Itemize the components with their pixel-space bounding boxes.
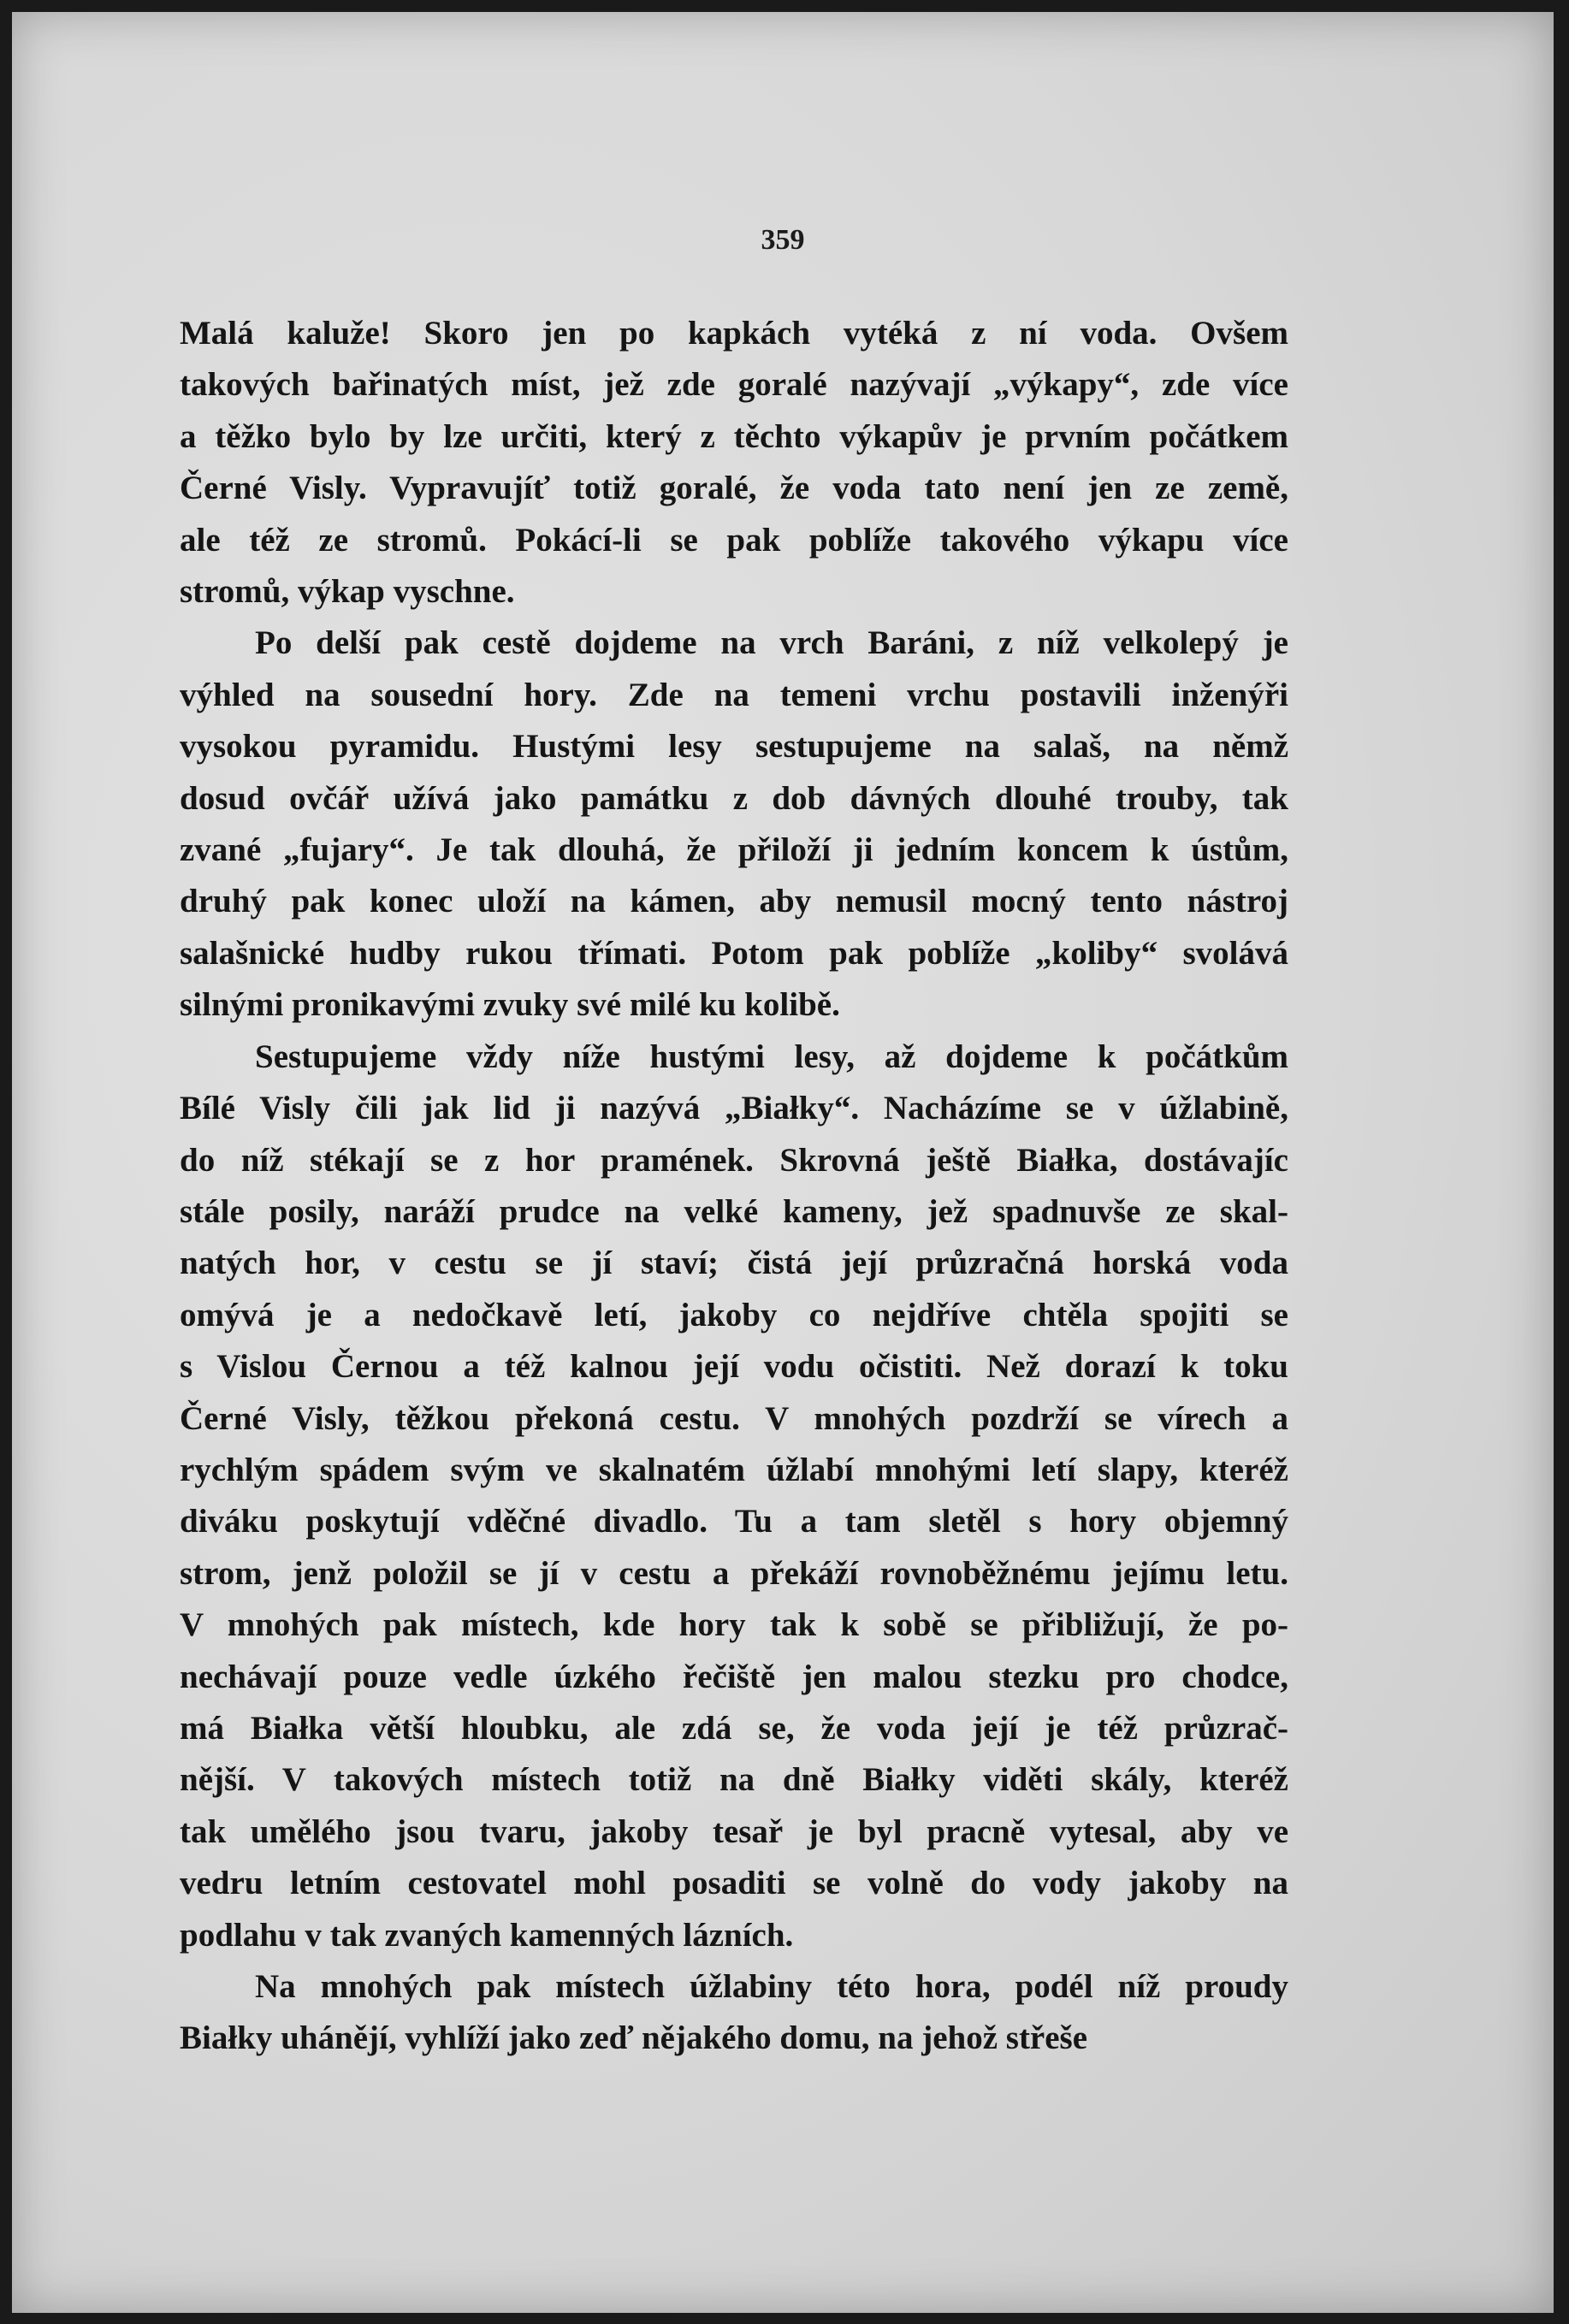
- text-line: vedru letním cestovatel mohl posaditi se volně do vody jakoby na: [180, 1865, 1288, 1902]
- text-line: dosud ovčář užívá jako památku z dob dávných dlouhé trouby, tak: [180, 779, 1288, 817]
- text-line: má Białka větší hloubku, ale zdá se, že voda její je též průzrač-: [180, 1709, 1288, 1747]
- text-line: do níž stékají se z hor pramének. Skrovná ještě Białka, dostávajíc: [180, 1141, 1288, 1179]
- text-line: takových bařinatých míst, jež zde goralé nazývají „výkapy“, zde více: [180, 366, 1288, 404]
- page-number: 359: [761, 224, 805, 256]
- text-line: druhý pak konec uloží na kámen, aby nemusil mocný tento nástroj: [180, 883, 1288, 920]
- text-line: Po delší pak cestě dojdeme na vrch Baráni, z níž velkolepý je: [255, 624, 1288, 662]
- text-line: Černé Visly. Vypravujíť totiž goralé, že voda tato není jen ze země,: [180, 470, 1288, 507]
- text-line: stromů, výkap vyschne.: [180, 573, 515, 611]
- text-line: strom, jenž položil se jí v cestu a překáží rovnoběžnému jejímu letu.: [180, 1554, 1288, 1592]
- paragraph: [180, 1032, 1288, 1961]
- text-line: rychlým spádem svým ve skalnatém úžlabí mnohými letí slapy, kteréž: [180, 1451, 1288, 1488]
- text-line: podlahu v tak zvaných kamenných lázních.: [180, 1916, 794, 1954]
- text-line: salašnické hudby rukou třímati. Potom pak poblíže „koliby“ svolává: [180, 934, 1288, 972]
- text-line: vysokou pyramidu. Hustými lesy sestupujeme na salaš, na němž: [180, 728, 1288, 766]
- paragraph: [180, 618, 1288, 1031]
- text-line: Na mnohých pak místech úžlabiny této hora, podél níž proudy: [255, 1968, 1288, 2005]
- text-line: výhled na sousední hory. Zde na temeni vrchu postavili inženýři: [180, 676, 1288, 713]
- text-line: nechávají pouze vedle úzkého řečiště jen malou stezku pro chodce,: [180, 1658, 1288, 1695]
- text-line: s Vislou Černou a též kalnou její vodu očistiti. Než dorazí k toku: [180, 1348, 1288, 1386]
- text-line: Białky uhánějí, vyhlíží jako zeď nějakého domu, na jehož střeše: [180, 2019, 1088, 2057]
- text-line: ale též ze stromů. Pokácí-li se pak poblíže takového výkapu více: [180, 521, 1288, 559]
- paragraph: [180, 308, 1288, 618]
- text-line: natých hor, v cestu se jí staví; čistá její průzračná horská voda: [180, 1245, 1288, 1282]
- text-line: Černé Visly, těžkou překoná cestu. V mnohých pozdrží se vírech a: [180, 1399, 1288, 1437]
- text-line: omývá je a nedočkavě letí, jakoby co nejdříve chtěla spojiti se: [180, 1296, 1288, 1333]
- text-line: stále posily, naráží prudce na velké kameny, jež spadnuvše ze skal-: [180, 1192, 1288, 1230]
- text-line: Malá kaluže! Skoro jen po kapkách vytéká z ní voda. Ovšem: [180, 315, 1288, 352]
- text-line: Bílé Visly čili jak lid ji nazývá „Białky“. Nacházíme se v úžlabině,: [180, 1090, 1288, 1127]
- text-line: tak umělého jsou tvaru, jakoby tesař je byl pracně vytesal, aby ve: [180, 1812, 1288, 1850]
- text-line: Sestupujeme vždy níže hustými lesy, až dojdeme k počátkům: [255, 1038, 1288, 1075]
- text-line: diváku poskytují vděčné divadlo. Tu a tam sletěl s hory objemný: [180, 1503, 1288, 1540]
- paragraph: [180, 1961, 1288, 2065]
- text-line: V mnohých pak místech, kde hory tak k sobě se přibližují, že po-: [180, 1606, 1288, 1644]
- text-block: [180, 308, 1288, 2065]
- text-line: silnými pronikavými zvuky své milé ku kolibě.: [180, 986, 840, 1024]
- text-line: a těžko bylo by lze určiti, který z těchto výkapův je prvním počátkem: [180, 417, 1288, 455]
- text-line: nější. V takových místech totiž na dně Białky viděti skály, kteréž: [180, 1761, 1288, 1799]
- book-page: [12, 12, 1554, 2313]
- text-line: zvané „fujary“. Je tak dlouhá, že přiloží ji jedním koncem k ústům,: [180, 831, 1288, 869]
